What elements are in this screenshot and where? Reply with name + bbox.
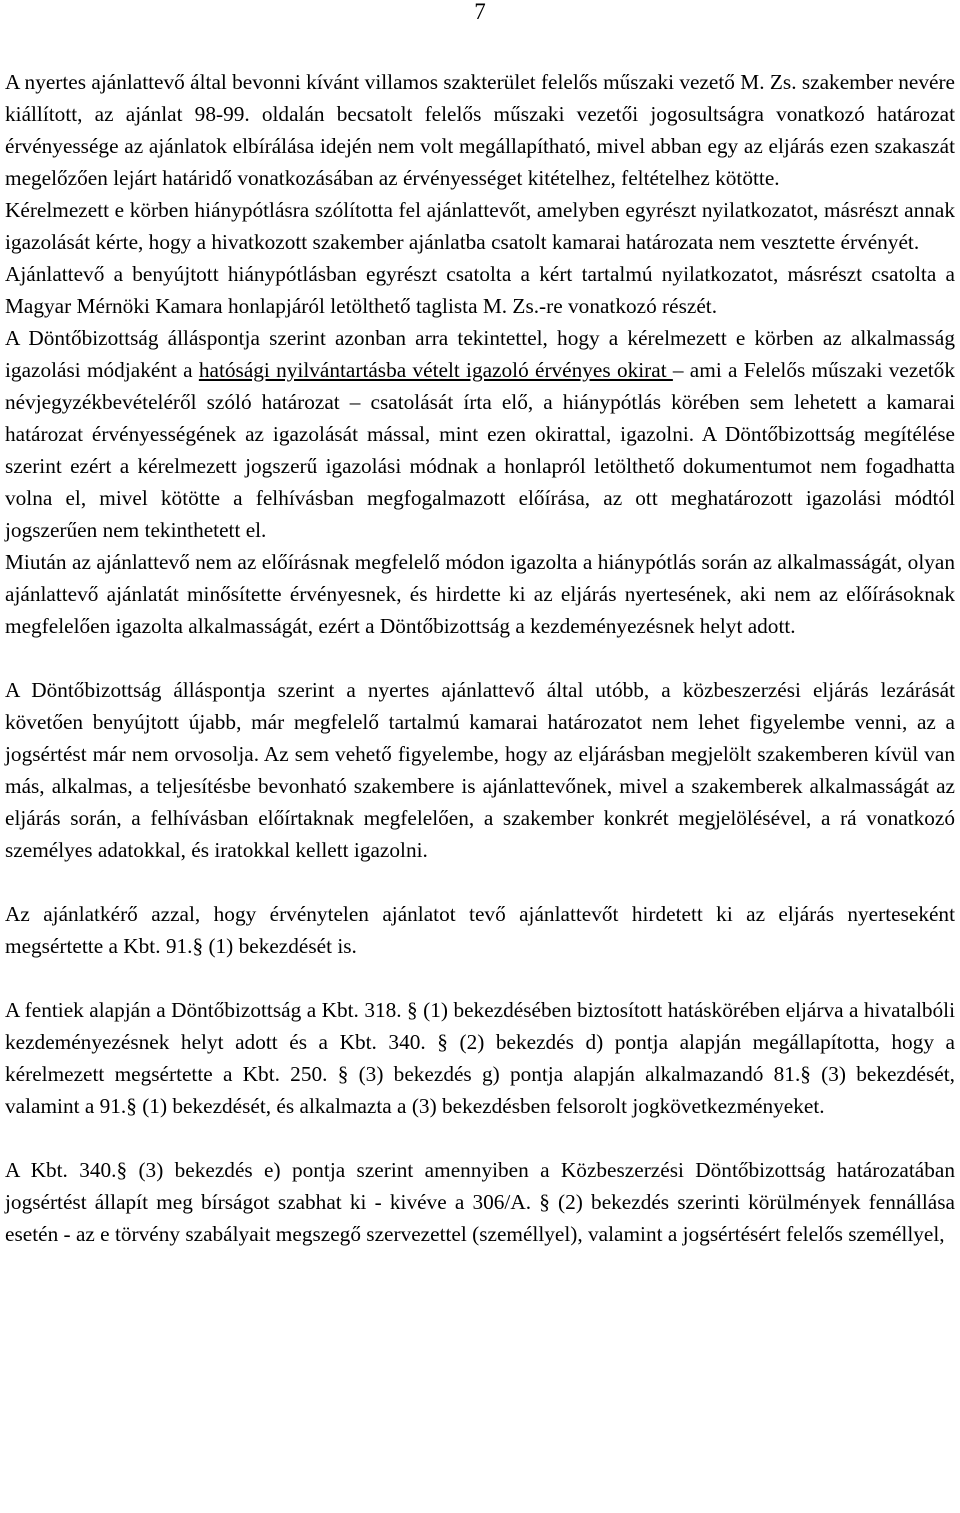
document-body bbox=[5, 66, 955, 1250]
paragraph-8: A fentiek alapján a Döntőbizottság a Kbt. 318. § (1) bekezdésében biztosított hatáskörében eljárva a hivatalbóli kezdeményezésnek helyt adott és a Kbt. 340. § (2) bekezdés d) pontja alapján megállapította, hogy a kérelmezett megsértette a Kbt. 250. § (3) bekezdés g) pontja alapján alkalmazandó 81.§ (3) bekezdését, valamint a 91.§ (1) bekezdését, és alkalmazta a (3) bekezdésben felsorolt jogkövetkezményeket. bbox=[5, 998, 955, 1118]
paragraph-gap bbox=[5, 642, 955, 674]
paragraph-gap bbox=[5, 962, 955, 994]
paragraph-1: A nyertes ajánlattevő által bevonni kívánt villamos szakterület felelős műszaki vezető M. Zs. szakember nevére kiállított, az ajánlat 98-99. oldalán becsatolt felelős műszaki vezetői jogosultságra vonatkozó határozat érvényessége az ajánlatok elbírálása idején nem volt megállapítható, mivel abban egy az eljárás ezen szakaszát megelőzően lejárt határidő vonatkozásában az érvényességet kitételhez, feltételhez kötötte. bbox=[5, 70, 955, 190]
paragraph-2: Kérelmezett e körben hiánypótlásra szólította fel ajánlattevőt, amelyben egyrészt nyilatkozatot, másrészt annak igazolását kérte, hogy a hivatkozott szakember ajánlatba csatolt kamarai határozata nem vesztette érvényét. bbox=[5, 198, 955, 254]
paragraph-5: Miután az ajánlattevő nem az előírásnak megfelelő módon igazolta a hiánypótlás során az alkalmasságát, olyan ajánlattevő ajánlatát minősítette érvényesnek, és hirdette ki az eljárás nyertesének, aki nem az előírásoknak megfelelően igazolta alkalmasságát, ezért a Döntőbizottság a kezdeményezésnek helyt adott. bbox=[5, 550, 955, 638]
paragraph-4 bbox=[5, 322, 955, 546]
paragraph-7: Az ajánlatkérő azzal, hogy érvénytelen ajánlatot tevő ajánlattevőt hirdetett ki az eljárás nyerteseként megsértette a Kbt. 91.§ (1) bekezdését is. bbox=[5, 902, 955, 958]
paragraph-gap bbox=[5, 1122, 955, 1154]
paragraph-6: A Döntőbizottság álláspontja szerint a nyertes ajánlattevő által utóbb, a közbeszerzési eljárás lezárását követően benyújtott újabb, már megfelelő tartalmú kamarai határozatot nem lehet figyelembe venni, az a jogsértést már nem orvosolja. Az sem vehető figyelembe, hogy az eljárásban megjelölt szakemberen kívül van más, alkalmas, a teljesítésbe bevonható szakembere is ajánlattevőnek, mivel a szakemberek alkalmasságát az eljárás során, a felhívásban előírtaknak megfelelően, a szakember konkrét megjelölésével, a rá vonatkozó személyes adatokkal, és iratokkal kellett igazolni. bbox=[5, 678, 955, 862]
underlined-phrase: hatósági nyilvántartásba vételt igazoló érvényes okirat bbox=[198, 358, 673, 382]
paragraph-4-end: – ami a Felelős műszaki vezetők névjegyzékbevételéről szóló határozat – csatolását írta elő, a hiánypótlás körében sem lehetett a kamarai határozat érvényességének az igazolását mással, mint ezen okirattal, igazolni. A Döntőbizottság megítélése szerint ezért a kérelmezett jogszerű igazolási módnak a honlapról letölthető dokumentumot nem fogadhatta volna el, mivel kötötte a felhívásban megfogalmazott előírása, az ott meghatározott igazolási módtól jogszerűen nem tekinthetett el. bbox=[5, 358, 955, 542]
page-number: 7 bbox=[474, 0, 486, 24]
paragraph-3: Ajánlattevő a benyújtott hiánypótlásban egyrészt csatolta a kért tartalmú nyilatkozatot, másrészt csatolta a Magyar Mérnöki Kamara honlapjáról letölthető taglista M. Zs.-re vonatkozó részét. bbox=[5, 262, 955, 318]
paragraph-4-start: A Döntőbizottság álláspontja szerint azonban arra tekintettel, hogy a kérelmezett e körben az alkalmasság igazolási módjaként a bbox=[5, 326, 955, 382]
paragraph-gap bbox=[5, 866, 955, 898]
paragraph-9: A Kbt. 340.§ (3) bekezdés e) pontja szerint amennyiben a Közbeszerzési Döntőbizottság határozatában jogsértést állapít meg bírságot szabhat ki - kivéve a 306/A. § (2) bekezdés szerinti körülmények fennállása esetén - az e törvény szabályait megszegő szervezettel (személlyel), valamint a jogsértésért felelős személlyel, bbox=[5, 1158, 955, 1246]
